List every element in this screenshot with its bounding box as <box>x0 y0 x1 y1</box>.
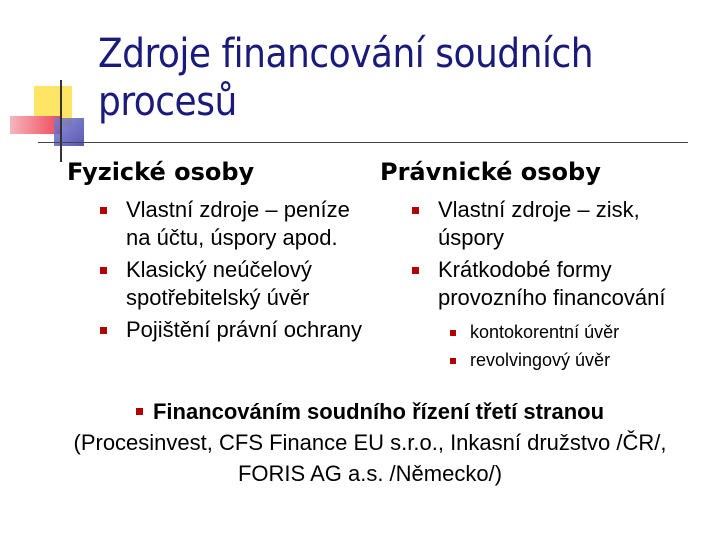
decorative-vertical-line <box>60 80 62 162</box>
right-bullet-list <box>412 196 702 312</box>
bottom-bold-text: Financováním soudního řízení třetí stranou <box>152 399 605 424</box>
bullet-square-icon <box>450 330 456 336</box>
list-item <box>100 316 370 344</box>
right-column-heading: Právnické osoby <box>380 158 601 186</box>
bottom-paragraph <box>30 396 710 489</box>
list-item-text: Vlastní zdroje – peníze na účtu, úspory apod. <box>126 197 350 250</box>
bullet-square-icon <box>450 358 456 364</box>
bottom-line-2: (Procesinvest, CFS Finance EU s.r.o., Inkasní družstvo /ČR/, <box>73 430 667 455</box>
list-item <box>100 196 370 252</box>
bullet-square-icon <box>412 267 419 274</box>
left-bullet-list <box>100 196 370 344</box>
list-item-text: Klasický neúčelový spotřebitelský úvěr <box>126 257 312 310</box>
sub-list-item <box>450 318 700 346</box>
bullet-square-icon <box>100 207 107 214</box>
list-item <box>100 256 370 312</box>
list-item <box>412 196 668 252</box>
decorative-red-bar <box>10 116 60 134</box>
bottom-line-3: FORIS AG a.s. /Německo/) <box>237 461 503 486</box>
slide-title-line-2: procesů <box>98 79 237 125</box>
sub-list-item-text: kontokorentní úvěr <box>470 322 620 342</box>
bullet-square-icon <box>100 327 107 334</box>
left-column-heading: Fyzické osoby <box>67 158 255 186</box>
list-item <box>412 256 702 312</box>
decorative-horizontal-line <box>38 142 688 143</box>
bullet-square-icon <box>100 267 107 274</box>
bullet-square-icon <box>412 207 419 214</box>
bullet-square-icon <box>136 408 143 415</box>
slide-title-line-1: Zdroje financování soudních <box>98 31 594 77</box>
sub-list-item <box>450 346 700 374</box>
slide-title <box>98 30 698 126</box>
list-item-text: Vlastní zdroje – zisk, úspory <box>438 197 640 250</box>
bottom-line-1 <box>30 396 710 427</box>
list-item-text: Krátkodobé formy provozního financování <box>438 257 666 310</box>
sub-list-item-text: revolvingový úvěr <box>470 350 611 370</box>
right-sub-bullet-list <box>450 318 700 374</box>
list-item-text: Pojištění právní ochrany <box>126 317 363 342</box>
